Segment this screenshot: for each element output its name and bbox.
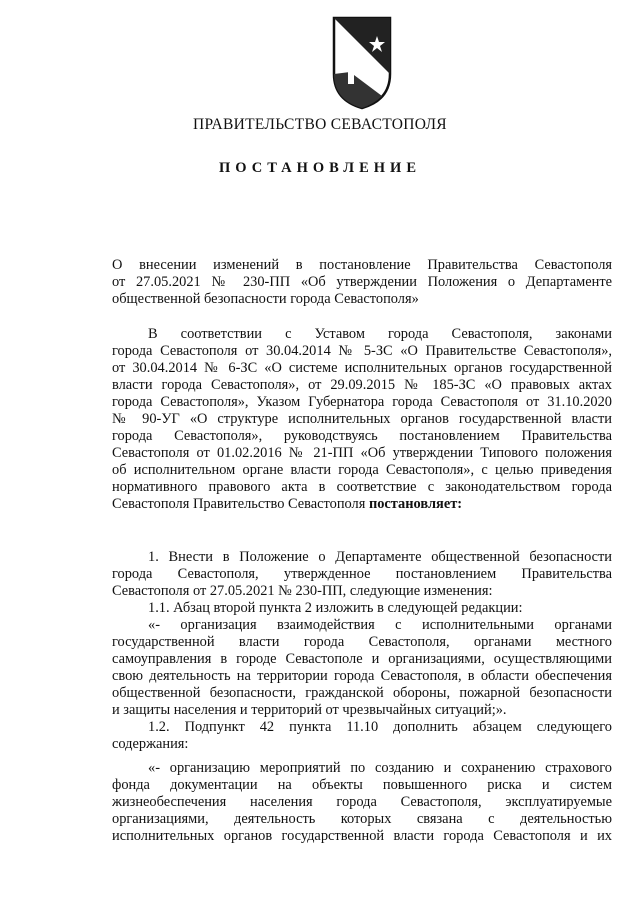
- body-line: «- организацию мероприятий по созданию и сохранению страхового: [148, 760, 612, 776]
- subject-line: от 27.05.2021 № 230-ПП «Об утверждении Положения о Департаменте: [112, 274, 612, 290]
- preamble-line: города Севастополя», Указом Губернатора города Севастополя от 31.10.2020: [112, 394, 612, 410]
- subject-line: О внесении изменений в постановление Правительства Севастополя: [112, 257, 612, 273]
- body-line: жизнеобеспечения населения города Севастополя, эксплуатируемые: [112, 794, 612, 810]
- body-line: государственной власти города Севастополя, органами местного: [112, 634, 612, 650]
- body-line: организациями, деятельность которых связана с деятельностью: [112, 811, 612, 827]
- body-line: Севастополя от 27.05.2021 № 230-ПП, следующие изменения:: [112, 583, 493, 599]
- preamble-line: нормативного правового акта в соответствие с законодательством города: [112, 479, 612, 495]
- body-line: самоуправления в городе Севастополе и организациями, осуществляющими: [112, 651, 612, 667]
- preamble-line: от 30.04.2014 № 6-ЗС «О системе исполнительных органов государственной: [112, 360, 612, 376]
- body-line: содержания:: [112, 736, 189, 752]
- body-line: фонда документации на объекты повышенного риска и систем: [112, 777, 612, 793]
- body-line: общественной безопасности, гражданской обороны, пожарной безопасности: [112, 685, 612, 701]
- preamble-line: города Севастополя», руководствуясь постановлением Правительства: [112, 428, 612, 444]
- government-name: ПРАВИТЕЛЬСТВО СЕВАСТОПОЛЯ: [193, 116, 447, 133]
- body-line: исполнительных органов государственной власти города Севастополя и их: [112, 828, 612, 844]
- body-line: 1.1. Абзац второй пункта 2 изложить в следующей редакции:: [148, 600, 523, 616]
- preamble-line: об исполнительном органе власти города Севастополя», с целью приведения: [112, 462, 612, 478]
- preamble-line: власти города Севастополя», от 29.09.2015 № 185-ЗС «О правовых актах: [112, 377, 612, 393]
- body-line: и защиты населения и территорий от чрезвычайных ситуаций;».: [112, 702, 507, 718]
- body-line: 1.2. Подпункт 42 пункта 11.10 дополнить абзацем следующего: [148, 719, 612, 735]
- preamble-line: [112, 496, 612, 513]
- preamble-text: Севастополя Правительство Севастополя: [112, 496, 369, 512]
- document-type: ПОСТАНОВЛЕНИЕ: [218, 160, 421, 176]
- preamble-line: В соответствии с Уставом города Севастополя, законами: [148, 326, 612, 342]
- body-line: «- организация взаимодействия с исполнительными органами: [148, 617, 612, 633]
- decree-verb: постановляет:: [368, 496, 463, 512]
- preamble-line: № 90-УГ «О структуре исполнительных органов государственной власти: [112, 411, 612, 427]
- preamble-line: города Севастополя от 30.04.2014 № 5-ЗС «О Правительстве Севастополя»,: [112, 343, 612, 359]
- body-line: 1. Внести в Положение о Департаменте общественной безопасности: [148, 549, 612, 565]
- preamble-line: Севастополя от 01.02.2016 № 21-ПП «Об утверждении Типового положения: [112, 445, 612, 461]
- coat-of-arms-icon: [330, 14, 394, 110]
- body-line: свою деятельность на территории города Севастополя, в области обеспечения: [112, 668, 612, 684]
- subject-line: общественной безопасности города Севастополя»: [112, 291, 419, 307]
- body-line: города Севастополя, утвержденное постановлением Правительства: [112, 566, 612, 582]
